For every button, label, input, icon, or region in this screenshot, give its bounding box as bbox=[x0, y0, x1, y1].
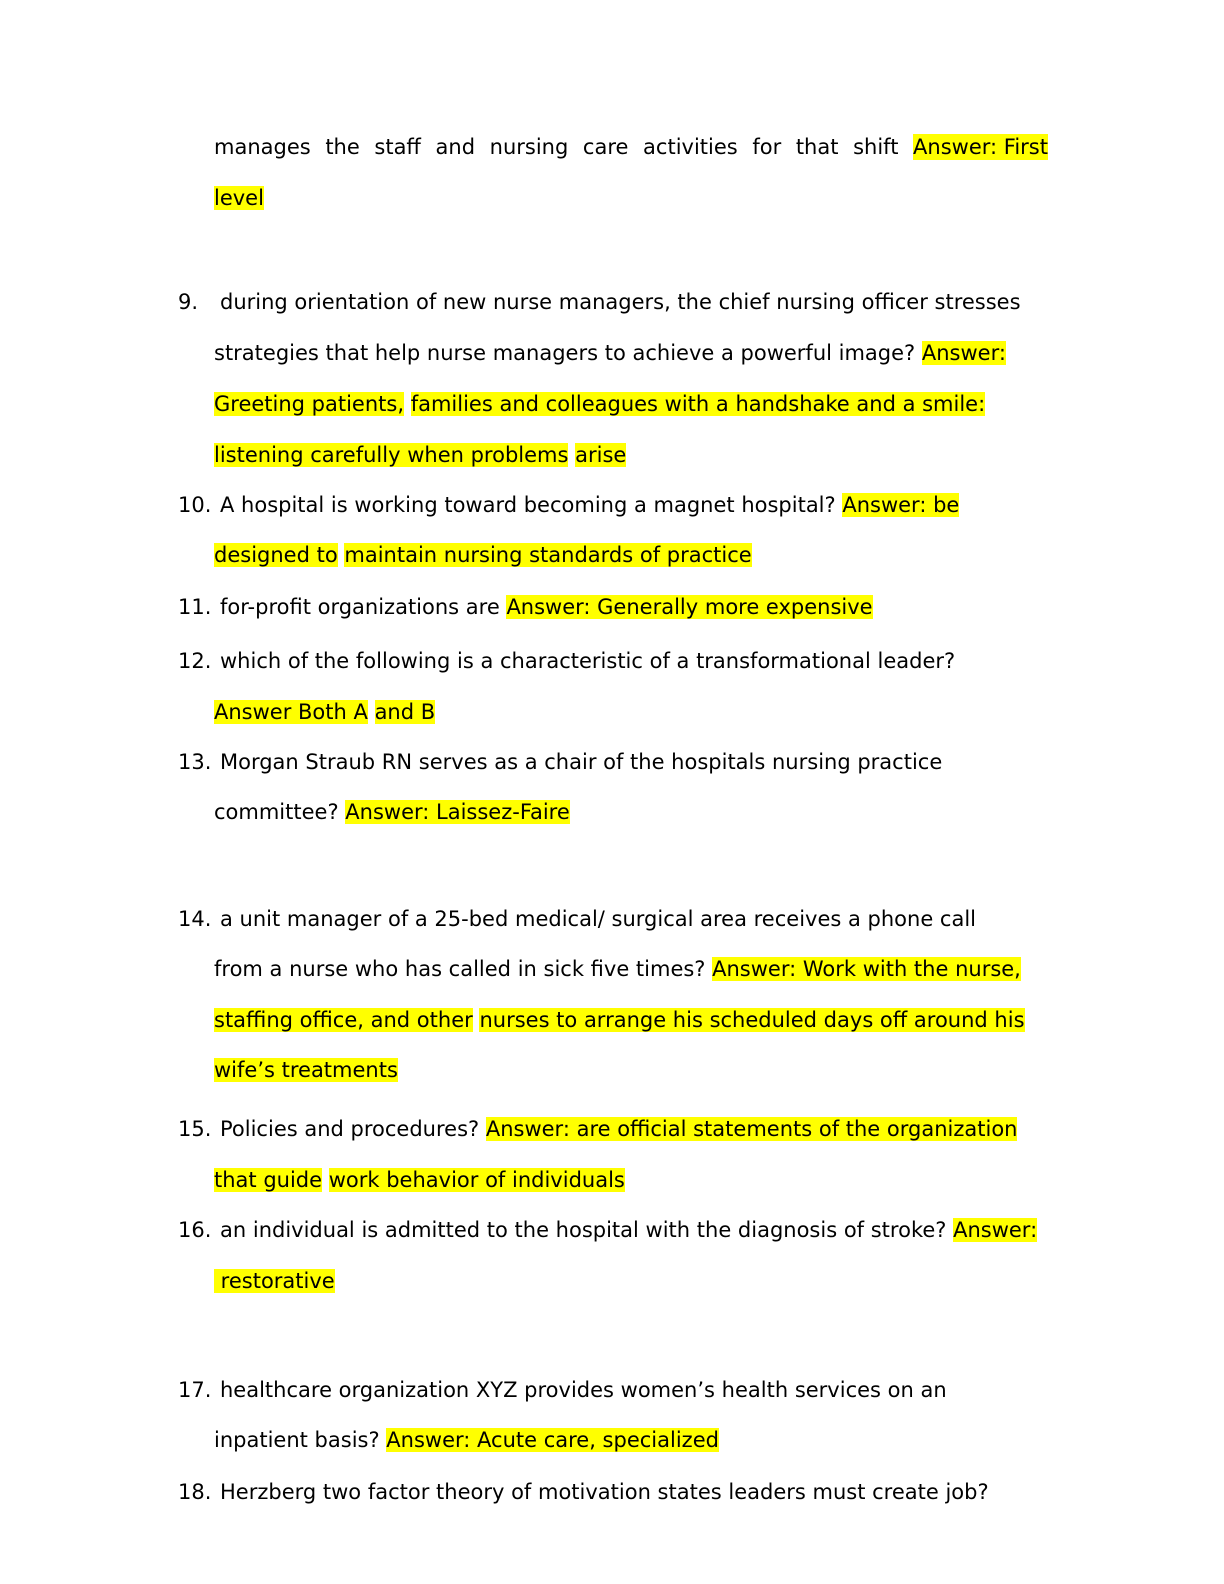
answer-highlight: restorative bbox=[214, 1269, 335, 1293]
word: manages bbox=[214, 135, 311, 159]
question-number: 14. bbox=[178, 907, 212, 931]
answer-highlight: and B bbox=[374, 700, 436, 724]
answer-highlight: Answer: are official statements of the organization bbox=[485, 1117, 1018, 1141]
answer-highlight: Answer: be bbox=[842, 493, 960, 517]
answer-line bbox=[214, 1007, 1025, 1033]
word: staff bbox=[374, 135, 421, 159]
question-text: an individual is admitted to the hospital with the diagnosis of stroke? bbox=[220, 1218, 954, 1242]
word: for bbox=[752, 135, 782, 159]
question-number: 15. bbox=[178, 1117, 212, 1141]
word: shift bbox=[853, 135, 899, 159]
question-number: 13. bbox=[178, 750, 212, 774]
question-text: for-profit organizations are bbox=[220, 595, 507, 619]
answer-line bbox=[214, 442, 626, 468]
question-number: 11. bbox=[178, 595, 212, 619]
answer-line bbox=[214, 542, 752, 568]
question-number: 10. bbox=[178, 493, 212, 517]
answer-highlight: Answer: Laissez-Faire bbox=[345, 800, 570, 824]
answer-highlight: families and colleagues with a handshake and a smile: bbox=[410, 392, 986, 416]
question-number: 12. bbox=[178, 649, 212, 673]
question-text: strategies that help nurse managers to achieve a powerful image? bbox=[214, 341, 922, 365]
question-text: during orientation of new nurse managers, the chief nursing officer stresses bbox=[220, 290, 1021, 314]
answer-line bbox=[214, 1167, 625, 1193]
continuation-line-2 bbox=[214, 185, 264, 211]
question-text: Herzberg two factor theory of motivation states leaders must create job? bbox=[220, 1480, 989, 1504]
answer-highlight: Greeting patients, bbox=[214, 392, 405, 416]
answer-line bbox=[214, 1057, 398, 1083]
answer-highlight: Answer Both A bbox=[214, 700, 368, 724]
answer-highlight: level bbox=[214, 186, 264, 210]
answer-highlight: wife’s treatments bbox=[214, 1058, 398, 1082]
answer-highlight: Answer: Generally more expensive bbox=[506, 595, 873, 619]
answer-highlight: Answer: bbox=[921, 341, 1006, 365]
question-number: 17. bbox=[178, 1378, 212, 1402]
question-text: from a nurse who has called in sick five times? bbox=[214, 957, 713, 981]
question-text-line bbox=[214, 799, 570, 825]
answer-highlight: maintain nursing standards of practice bbox=[344, 543, 752, 567]
question-text: Policies and procedures? bbox=[220, 1117, 486, 1141]
answer-highlight: that guide bbox=[214, 1168, 323, 1192]
word: activities bbox=[643, 135, 738, 159]
word: that bbox=[795, 135, 839, 159]
answer-highlight: Answer: Acute care, specialized bbox=[386, 1428, 719, 1452]
question-number: 9. bbox=[178, 290, 199, 314]
word: the bbox=[325, 135, 360, 159]
answer-highlight: nurses to arrange his scheduled days off around his bbox=[479, 1008, 1025, 1032]
answer-highlight: Answer: bbox=[953, 1218, 1038, 1242]
question-text-line bbox=[214, 956, 1021, 982]
question-text-line bbox=[214, 1427, 719, 1453]
answer-highlight: listening carefully when problems bbox=[214, 443, 569, 467]
answer-highlight: work behavior of individuals bbox=[328, 1168, 625, 1192]
answer-highlight: designed to bbox=[214, 543, 338, 567]
answer-line bbox=[214, 391, 985, 417]
word: care bbox=[582, 135, 629, 159]
question-text-line bbox=[220, 1217, 1037, 1243]
answer-highlight: arise bbox=[575, 443, 627, 467]
question-text: A hospital is working toward becoming a magnet hospital? bbox=[220, 493, 843, 517]
question-number: 18. bbox=[178, 1480, 212, 1504]
question-number: 16. bbox=[178, 1218, 212, 1242]
question-text: committee? bbox=[214, 800, 346, 824]
question-text: healthcare organization XYZ provides women’s health services on an bbox=[220, 1378, 947, 1402]
word: and bbox=[435, 135, 476, 159]
question-text: which of the following is a characteristic of a transformational leader? bbox=[220, 649, 956, 673]
answer-highlight: Answer: Work with the nurse, bbox=[712, 957, 1021, 981]
question-text-line bbox=[220, 594, 873, 620]
answer-line bbox=[214, 699, 435, 725]
continuation-line-1 bbox=[214, 134, 1048, 160]
question-text-line bbox=[214, 340, 1006, 366]
question-text: Morgan Straub RN serves as a chair of the hospitals nursing practice bbox=[220, 750, 943, 774]
question-text: inpatient basis? bbox=[214, 1428, 387, 1452]
answer-highlight: staffing office, and other bbox=[214, 1008, 473, 1032]
answer-highlight: Answer: First bbox=[913, 135, 1048, 159]
question-text-line bbox=[220, 1116, 1017, 1142]
word: nursing bbox=[489, 135, 569, 159]
question-text-line bbox=[220, 492, 959, 518]
answer-line bbox=[214, 1268, 335, 1294]
question-text: a unit manager of a 25-bed medical/ surgical area receives a phone call bbox=[220, 907, 977, 931]
